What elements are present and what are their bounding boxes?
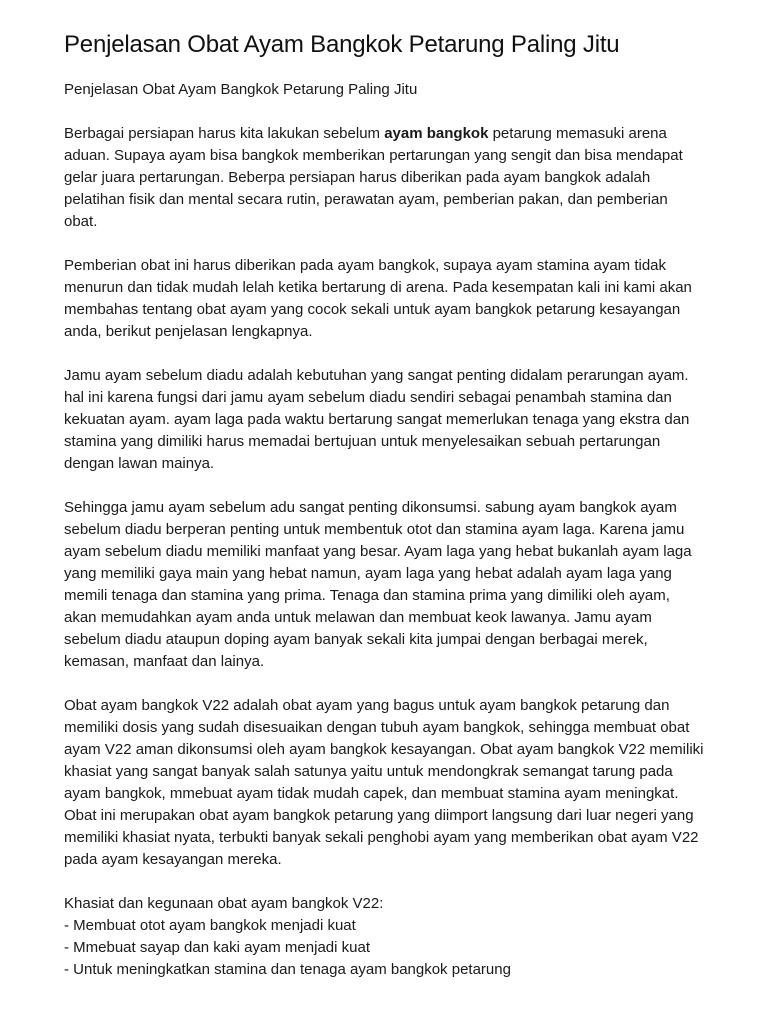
paragraph-4: Sehingga jamu ayam sebelum adu sangat penting dikonsumsi. sabung ayam bangkok ayam sebelum diadu berperan penting untuk membentuk otot dan stamina ayam laga. Karena jamu ayam sebelum diadu memiliki manfaat yang besar. Ayam laga yang hebat bukanlah ayam laga yang memiliki gaya main yang hebat namun, ayam laga yang hebat adalah ayam laga yang memili tenaga dan stamina yang prima. Tenaga dan stamina prima yang dimiliki oleh ayam, akan memudahkan ayam anda untuk melawan dan membuat keok lawanya. Jamu ayam sebelum diadu ataupun doping ayam banyak sekali kita jumpai dengan berbagai merek, kemasan, manfaat dan lainya. (64, 499, 692, 670)
page-title: Penjelasan Obat Ayam Bangkok Petarung Paling Jitu (64, 31, 620, 58)
list-item: - Untuk meningkatkan stamina dan tenaga ayam bangkok petarung (64, 961, 511, 978)
paragraph-1-start: Berbagai persiapan harus kita lakukan sebelum (64, 125, 385, 142)
paragraph-3: Jamu ayam sebelum diadu adalah kebutuhan yang sangat penting didalam perarungan ayam. hal ini karena fungsi dari jamu ayam sebelum diadu sendiri sebagai penambah stamina dan kekuatan ayam. ayam laga pada waktu bertarung sangat memerlukan tenaga yang ekstra dan stamina yang dimiliki harus memadai bertujuan untuk menyelesaikan sebuah pertarungan dengan lawan mainya. (64, 367, 690, 472)
list-item: - Mmebuat sayap dan kaki ayam menjadi kuat (64, 939, 370, 956)
benefits-list (64, 915, 704, 981)
paragraph-1 (64, 123, 704, 233)
paragraph-2: Pemberian obat ini harus diberikan pada ayam bangkok, supaya ayam stamina ayam tidak menurun dan tidak mudah lelah ketika bertarung di arena. Pada kesempatan kali ini kami akan membahas tentang obat ayam yang cocok sekali untuk ayam bangkok petarung kesayangan anda, berikut penjelasan lengkapnya. (64, 257, 692, 340)
list-heading: Khasiat dan kegunaan obat ayam bangkok V22: (64, 895, 384, 912)
document-subtitle: Penjelasan Obat Ayam Bangkok Petarung Paling Jitu (64, 81, 418, 98)
list-item: - Membuat otot ayam bangkok menjadi kuat (64, 917, 356, 934)
paragraph-1-rest: petarung memasuki arena aduan. Supaya ayam bisa bangkok memberikan pertarungan yang sengit dan bisa mendapat gelar juara pertarungan. Beberpa persiapan harus diberikan pada ayam bangkok adalah pelatihan fisik dan mental secara rutin, perawatan ayam, pemberian pakan, dan pemberian obat. (64, 125, 683, 230)
paragraph-5: Obat ayam bangkok V22 adalah obat ayam yang bagus untuk ayam bangkok petarung dan memiliki dosis yang sudah disesuaikan dengan tubuh ayam bangkok, sehingga membuat obat ayam V22 aman dikonsumsi oleh ayam bangkok kesayangan. Obat ayam bangkok V22 memiliki khasiat yang sangat banyak salah satunya yaitu untuk mendongkrak semangat tarung pada ayam bangkok, mmebuat ayam tidak mudah capek, dan membuat stamina ayam meningkat. Obat ini merupakan obat ayam bangkok petarung yang diimport langsung dari luar negeri yang memiliki khasiat nyata, terbukti banyak sekali penghobi ayam yang memberikan obat ayam V22 pada ayam kesayangan mereka. (64, 697, 704, 868)
keyword-ayam-bangkok: ayam bangkok (384, 125, 489, 142)
